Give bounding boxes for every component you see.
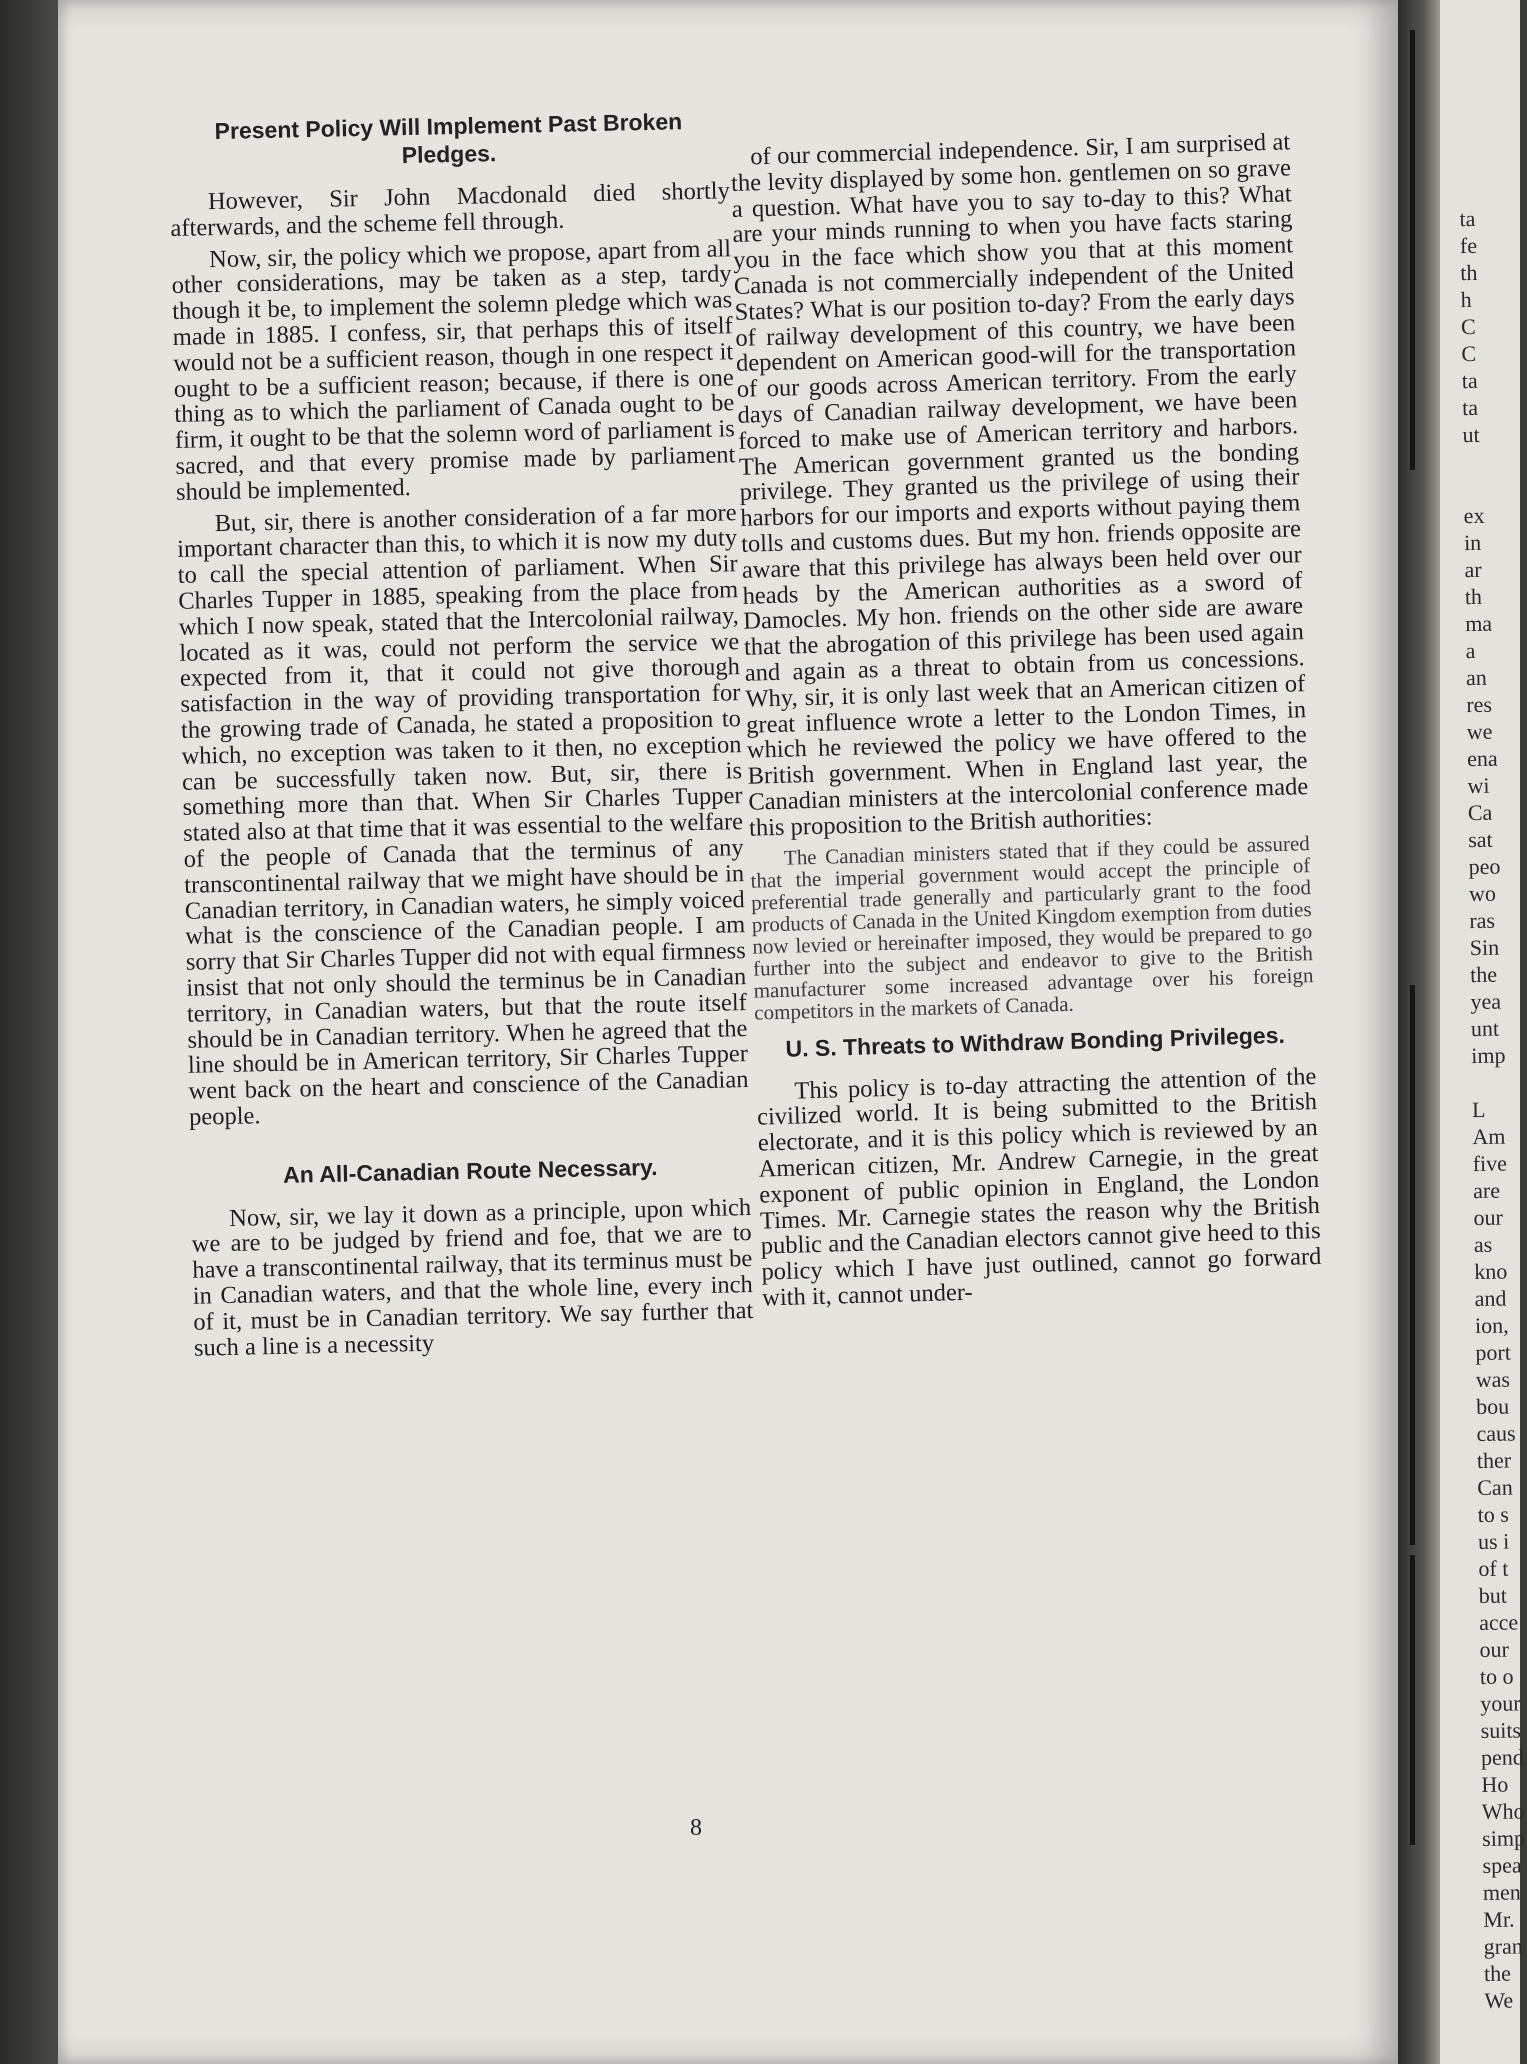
next-page-line-fragment: ar [1464, 556, 1482, 583]
next-page-line-fragment: a [1465, 637, 1476, 664]
next-page-line-fragment: to s [1477, 1501, 1510, 1528]
binding-thread [1410, 1555, 1415, 1845]
next-page-line-fragment: sat [1468, 826, 1493, 853]
next-page-line-fragment: was [1475, 1366, 1511, 1393]
next-page-line-fragment: Mr. [1483, 1906, 1515, 1932]
next-page-line-fragment: kno [1474, 1258, 1508, 1285]
next-page-line-fragment: ta [1461, 367, 1478, 394]
next-page-line-fragment: Sin [1469, 934, 1500, 961]
paragraph: This policy is to-day attracting the attention of the civilized world. It is being submitted to the British electorate, and it is this policy which is reviewed by an American citizen, Mr. Andrew Carnegie, in the great exponent of public opinion in England, the London Times. Mr. Carnegie states the reason why the British public and the Canadian electors cannot give heed to this policy which I have just outlined, cannot go forward with it, cannot under- [756, 1062, 1322, 1312]
next-page-line-fragment: We [1484, 1987, 1514, 2013]
paragraph: Now, sir, the policy which we propose, apart from all other considerations, may be taken as a step, tardy though it be, to implement the solemn pledge which was made in 1885. I confess, sir, that perhaps this of itself would not be a sufficient reason, though in one respect it ought to be a sufficient reason; because, if there is one thing as to which the parliament of Canada ought to be firm, it ought to be that the solemn word of parliament is sacred, and that every promise made by parliament should be implemented. [171, 234, 736, 506]
next-page-line-fragment: ther [1476, 1447, 1512, 1474]
next-page-line-fragment: Ho [1481, 1771, 1509, 1798]
next-page-line-fragment: unt [1470, 1015, 1500, 1042]
next-page-line-fragment: us i [1477, 1528, 1510, 1555]
next-page-line-fragment: ma [1465, 610, 1493, 637]
next-page-line-fragment: of t [1478, 1555, 1509, 1582]
block-quote: The Canadian ministers stated that if they could be assured that the imperial government would accept the principle of preferential trade generally and particularly grant to the food products of Canada in the United Kingdom exemption from duties now levied or hereinafter imposed, they would be prepared to go further into the subject and endeavor to give to the British manufacturer some increased advantage over his foreign competitors in the markets of Canada. [750, 830, 1314, 1025]
next-page-line-fragment: gran [1483, 1933, 1523, 1959]
next-page-edge [1440, 0, 1526, 2064]
next-page-line-fragment: in [1463, 529, 1482, 556]
paragraph: But, sir, there is another consideration of a far more important character than this, to which it is now my duty to call the special attention of parliament. When Sir Charles Tupper in 1885, speaking from the place from which I now speak, stated that the Intercolonial railway, located as it was, could not perform the service we expected from it, that it could not give thorough satisfaction in the way of providing transportation for the growing trade of Canada, he stated a proposition to which, no exception was taken to it then, no exception can be successfully taken now. But, sir, there is something more than that. When Sir Charles Tupper stated also at that time that it was essential to the welfare of the people of Canada that the terminus of any transcontinental railway that we might have should be in Canadian territory, in Canadian waters, he simply voiced what is the conscience of the Canadian people. I am sorry that Sir Charles Tupper did not with equal firmness insist that not only should the terminus be in Canadian territory, in Canadian waters, but that the route itself should be in Canadian territory. When he agreed that the line should be in American territory, Sir Charles Tupper went back on the heart and conscience of the Canadian people. [176, 498, 749, 1131]
next-page-line-fragment: Who [1481, 1798, 1525, 1825]
next-page-line-fragment: five [1472, 1150, 1508, 1177]
paragraph: of our commercial independence. Sir, I am surprised at the levity displayed by some hon. gentlemen on so grave a question. What have you to say to-day to this? What are your minds running to when you have facts staring you in the face which show you that at this moment Canada is not commercially independent of the United States? What is our position to-day? From the early days of railway development of this country, we have been dependent on American good-will for the transportation of our goods across American territory. From the early days of Canadian railway development, we have been forced to make use of American territory and harbors. The American government granted us the bonding privilege. They granted us the privilege of using their harbors for our imports and exports without paying them tolls and customs dues. But my hon. friends opposite are aware that this privilege has always been held over our heads by the American authorities as a sword of Damocles. My hon. friends on the other side are aware that the abrogation of this privilege has been used again and again as a threat to obtain from us concessions. Why, sir, it is only last week that an American citizen of great influence wrote a letter to the London Times, in which he reviewed the policy we have offered to the British government. When in England last year, the Canadian ministers at the intercolonial conference made this proposition to the British authorities: [730, 128, 1309, 842]
next-page-line-fragment: wi [1467, 772, 1490, 799]
page-number: 8 [690, 1815, 702, 1841]
next-page-line-fragment: men [1482, 1879, 1521, 1905]
next-page-line-fragment: caus [1476, 1420, 1516, 1447]
next-page-line-fragment: th [1460, 259, 1478, 286]
next-page-line-fragment: ena [1466, 745, 1498, 772]
next-page-line-fragment: our [1479, 1636, 1510, 1663]
left-column [168, 98, 754, 1367]
next-page-line-fragment: yea [1470, 988, 1502, 1015]
next-page-line-fragment: simp [1482, 1825, 1526, 1852]
next-page-line-fragment [1431, 475, 1506, 503]
next-page-line-fragment: acce [1478, 1609, 1519, 1636]
right-column [730, 129, 1323, 1317]
next-page-line-fragment: Ca [1467, 799, 1493, 826]
next-page-line-fragment: your [1480, 1690, 1521, 1717]
next-page-line-fragment: as [1473, 1231, 1493, 1258]
next-page-line-fragment: ta [1459, 205, 1476, 232]
next-page-line-fragment: port [1475, 1339, 1512, 1366]
next-page-line-fragment: ta [1462, 394, 1479, 421]
next-page-line-fragment: bou [1475, 1393, 1510, 1420]
next-page-line-fragment: Am [1472, 1123, 1506, 1150]
next-page-line-fragment: L [1471, 1096, 1486, 1123]
next-page-line-fragment: ut [1462, 421, 1480, 448]
next-page-line-fragment: wo [1468, 880, 1497, 907]
next-page-line-fragment: pend [1480, 1744, 1524, 1771]
next-page-line-fragment: th [1464, 583, 1483, 610]
next-page-line-fragment [1439, 1068, 1514, 1096]
next-page-line-fragment: to o [1479, 1663, 1514, 1690]
section-heading-bonding-privileges: U. S. Threats to Withdraw Bonding Privileges. [785, 1021, 1286, 1062]
next-page-line-fragment: are [1472, 1177, 1501, 1204]
next-page-line-fragment: an [1465, 664, 1487, 691]
next-page-line-fragment: h [1460, 287, 1472, 313]
next-page-line-fragment: C [1460, 313, 1476, 340]
next-page-line-fragment: the [1483, 1960, 1512, 1986]
next-page-text-fragments [1427, 205, 1527, 2015]
next-page-line-fragment: but [1478, 1582, 1508, 1609]
section-heading-all-canadian-route: An All-Canadian Route Necessary. [282, 1153, 658, 1188]
binding-thread [1410, 985, 1415, 1545]
next-page-line-fragment: fe [1459, 232, 1478, 259]
next-page-line-fragment: suits [1480, 1717, 1522, 1744]
paragraph: However, Sir John Macdonald died shortly afterwards, and the scheme fell through. [170, 177, 731, 242]
section-heading-broken-pledges: Present Policy Will Implement Past Broken Pledges. [214, 108, 683, 169]
next-page-line-fragment: ras [1469, 907, 1496, 934]
next-page-line-fragment: C [1461, 340, 1477, 367]
next-page-line-fragment: imp [1471, 1042, 1506, 1069]
next-page-line-fragment: and [1474, 1285, 1507, 1312]
next-page-line-fragment: ex [1463, 502, 1485, 529]
paragraph: Now, sir, we lay it down as a principle, upon which we are to be judged by friend and foe, that we are to have a transcontinental railway, that its terminus must be in Canadian waters, and that the whole line, every inch of it, must be in Canadian territory. We say further that such a line is a necessity [191, 1193, 754, 1362]
next-page-line-fragment: our [1473, 1204, 1504, 1231]
next-page-line-fragment: Can [1477, 1474, 1513, 1501]
next-page-line-fragment: spea [1482, 1852, 1522, 1879]
scan-left-edge [0, 0, 58, 2064]
next-page-line-fragment: ion, [1474, 1312, 1509, 1339]
next-page-line-fragment: res [1466, 691, 1493, 718]
next-page-line-fragment: we [1466, 718, 1493, 745]
binding-thread [1410, 30, 1415, 470]
next-page-line-fragment: peo [1468, 853, 1501, 880]
next-page-line-fragment: the [1469, 961, 1498, 988]
next-page-line-fragment [1431, 448, 1506, 476]
